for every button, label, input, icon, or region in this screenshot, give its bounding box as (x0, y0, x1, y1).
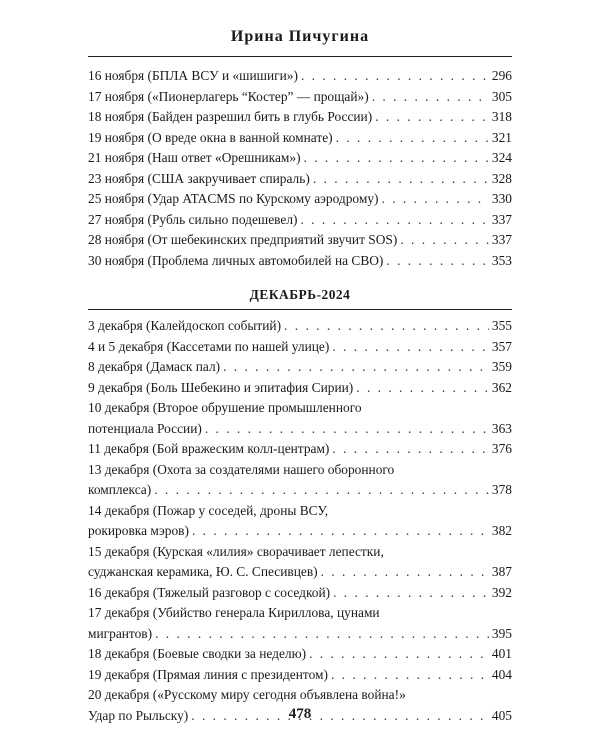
toc-entry-title-line: 25 ноября (Удар ATACMS по Курскому аэродрому) (88, 191, 379, 206)
toc-entry-page: 378 (491, 482, 512, 497)
toc-entry-page: 296 (491, 68, 512, 83)
toc-entry-title-line: 19 декабря (Прямая линия с президентом) (88, 666, 328, 682)
leader-dots (313, 169, 489, 190)
toc-entry (88, 583, 512, 604)
toc-entry-title-line: 13 декабря (Охота за создателями нашего оборонного (88, 461, 395, 477)
section-rule (88, 309, 512, 310)
toc-entry (88, 189, 512, 210)
toc-entry-title-line: 28 ноября (От шебекинских предприятий звучит SOS) (88, 232, 398, 247)
toc-entry (88, 337, 512, 358)
leader-dots (375, 107, 489, 128)
toc-entry (88, 378, 512, 399)
toc-entry-title-line: 10 декабря (Второе обрушение промышленного (88, 400, 362, 415)
leader-dots (300, 210, 488, 231)
leader-dots (332, 439, 489, 460)
toc-entry-page: 337 (491, 232, 512, 247)
leader-dots (386, 251, 489, 272)
toc-entry-title-line: 18 ноября (Байден разрешил бить в глубь России) (88, 109, 373, 124)
toc-entry-page: 392 (491, 584, 512, 600)
page-number: 478 (288, 706, 312, 722)
toc-entry-title-line: 11 декабря (Бой вражеским колл-центрам) (88, 441, 330, 456)
leader-dots (336, 128, 489, 149)
toc-entry (88, 128, 512, 149)
toc-entry-title-line: 16 ноября (БПЛА ВСУ и «шишиги») (88, 68, 298, 83)
toc-section-november (88, 66, 512, 271)
toc-entry-page: 362 (491, 379, 512, 395)
toc-entry (88, 148, 512, 169)
toc-entry (88, 169, 512, 190)
leader-dots (400, 230, 489, 251)
leader-dots (304, 148, 489, 169)
toc-entry-page: 401 (491, 646, 512, 661)
toc-entry (88, 460, 512, 501)
toc-entry-page: 376 (491, 441, 512, 456)
toc-entry (88, 357, 512, 378)
leader-dots (332, 337, 489, 358)
toc-entry-page: 395 (491, 625, 512, 641)
leader-dots (382, 189, 489, 210)
toc-entry-page: 359 (491, 359, 512, 374)
toc-entry-page: 404 (491, 666, 512, 682)
toc-entry-title-line: 16 декабря (Тяжелый разговор с соседкой) (88, 584, 331, 600)
toc-entry (88, 66, 512, 87)
toc-entry-title-line: 30 ноября (Проблема личных автомобилей на СВО) (88, 252, 384, 268)
toc-entry-page: 318 (491, 109, 512, 124)
toc-entry-title-line: 4 и 5 декабря (Кассетами по нашей улице) (88, 338, 330, 354)
toc-entry-title-line: 15 декабря (Курская «лилия» сворачивает лепестки, (88, 543, 384, 559)
toc-entry-page: 405 (491, 707, 512, 723)
toc-entry (88, 107, 512, 128)
toc-entry (88, 542, 512, 583)
leader-dots (301, 66, 489, 87)
toc-entry-page: 387 (491, 564, 512, 579)
leader-dots (284, 316, 489, 337)
toc-entry-title-line: комплекса) (88, 482, 152, 497)
table-of-contents (88, 66, 512, 726)
toc-entry-title-line: 23 ноября (США закручивает спираль) (88, 170, 310, 186)
leader-dots (154, 480, 489, 501)
toc-entry-title-line: Удар по Рыльску) (88, 707, 189, 723)
leader-dots (309, 644, 489, 665)
toc-entry-title-line: 17 декабря (Убийство генерала Кириллова, цунами (88, 605, 380, 620)
toc-entry-page: 353 (491, 252, 512, 268)
toc-entry-title-line: 19 ноября (О вреде окна в ванной комнате) (88, 129, 333, 145)
toc-entry (88, 644, 512, 665)
toc-entry (88, 87, 512, 108)
toc-entry-title-line: 3 декабря (Калейдоскоп событий) (88, 318, 282, 333)
leader-dots (331, 665, 489, 686)
toc-entry-title-line: 21 ноября (Наш ответ «Орешникам») (88, 150, 301, 165)
toc-entry-title-line: 17 ноября («Пионерлагерь “Костер” — прощай») (88, 88, 369, 104)
leader-dots (205, 419, 489, 440)
toc-entry-title-line: мигрантов) (88, 625, 153, 641)
toc-entry-title-line: потенциала России) (88, 420, 202, 436)
toc-entry-page: 355 (491, 318, 512, 333)
leader-dots (223, 357, 489, 378)
toc-entry-page: 321 (491, 129, 512, 145)
leader-dots (372, 87, 489, 108)
toc-entry-title-line: 27 ноября (Рубль сильно подешевел) (88, 211, 298, 227)
toc-entry-page: 305 (491, 88, 512, 104)
toc-entry-title-line: суджанская керамика, Ю. С. Спесивцев) (88, 564, 318, 579)
toc-entry (88, 210, 512, 231)
toc-entry-page: 357 (491, 338, 512, 354)
toc-entry-page: 328 (491, 170, 512, 186)
leader-dots (321, 562, 489, 583)
leader-dots (333, 583, 489, 604)
toc-entry-title-line: 20 декабря («Русскому миру сегодня объявлена война!» (88, 687, 406, 702)
toc-entry (88, 439, 512, 460)
toc-entry-page: 330 (491, 191, 512, 206)
toc-entry (88, 230, 512, 251)
toc-entry-title-line: рокировка мэров) (88, 523, 189, 538)
toc-entry-title-line: 8 декабря (Дамаск пал) (88, 359, 221, 374)
leader-dots (155, 624, 489, 645)
toc-entry-page: 382 (491, 523, 512, 538)
toc-entry (88, 316, 512, 337)
leader-dots (192, 521, 489, 542)
toc-entry (88, 398, 512, 439)
toc-entry (88, 603, 512, 644)
toc-entry (88, 251, 512, 272)
header-rule (88, 56, 512, 57)
toc-entry-title-line: 9 декабря (Боль Шебекино и эпитафия Сирии) (88, 379, 354, 395)
toc-entry-page: 324 (491, 150, 512, 165)
toc-entry-title-line: 14 декабря (Пожар у соседей, дроны ВСУ, (88, 502, 329, 518)
toc-section-december (88, 316, 512, 726)
toc-entry (88, 501, 512, 542)
toc-entry (88, 665, 512, 686)
section-title-december: ДЕКАБРЬ-2024 (249, 287, 351, 302)
toc-entry-page: 337 (491, 211, 512, 227)
toc-entry-page: 363 (491, 420, 512, 436)
toc-entry-title-line: 18 декабря (Боевые сводки за неделю) (88, 646, 307, 661)
leader-dots (356, 378, 489, 399)
running-head: Ирина Пичугина (230, 28, 370, 45)
